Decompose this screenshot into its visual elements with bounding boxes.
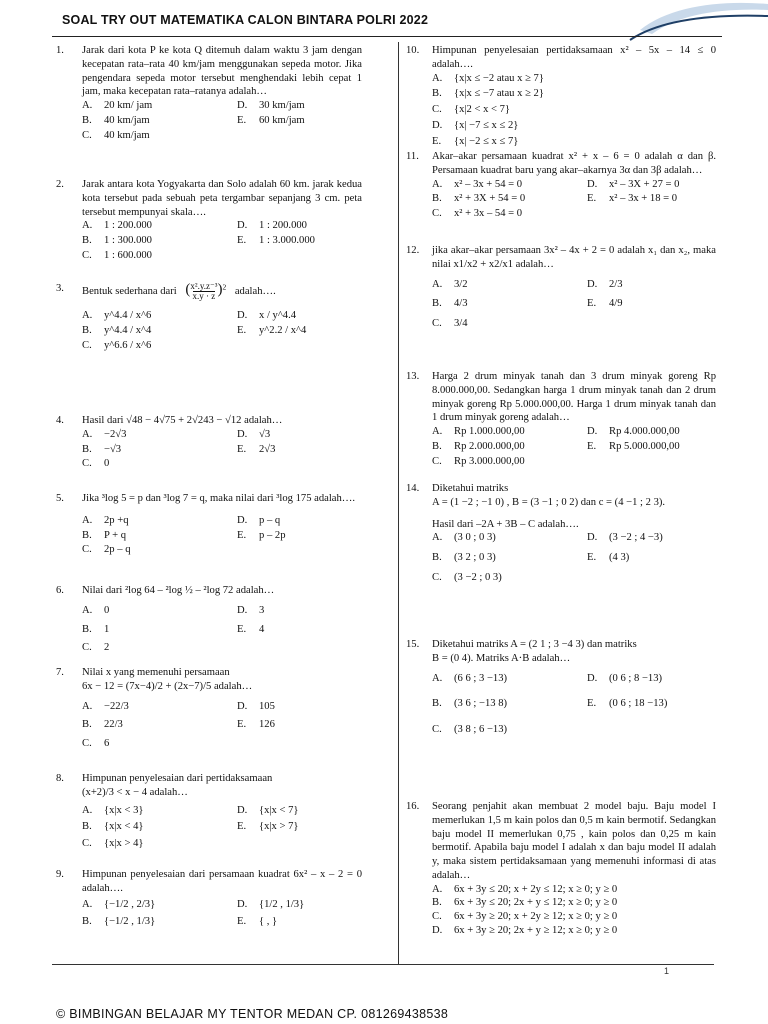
option-c <box>82 339 237 353</box>
option-d <box>237 219 387 233</box>
option-text: 1 : 200.000 <box>259 220 307 232</box>
option-letter: E. <box>237 324 247 336</box>
option-b <box>82 915 237 929</box>
options <box>432 425 716 468</box>
option-text: x² – 3X + 27 = 0 <box>609 178 680 190</box>
option-c <box>432 103 716 117</box>
question-text: Seorang penjahit akan membuat 2 model baju. Baju model I memerlukan 1,5 m kain polos dan 0,5 m kain bermotif. Sedangkan baju model II memerlukan 0,75 , kain polos dan 0,25 m kain bermotif. Apabila baju model I adalah x dan baju model II adalah y, maka sistem pertidaksamaan yang memenuhi informasi di atas adalah… <box>432 801 716 881</box>
footer-contact: © BIMBINGAN BELAJAR MY TENTOR MEDAN CP. 081269438538 <box>56 1007 449 1021</box>
option-text: {x|x < 7} <box>259 804 299 816</box>
option-text: 105 <box>259 700 275 712</box>
option-text: (3 −2 ; 0 3) <box>454 571 502 583</box>
option-letter: D. <box>587 178 598 190</box>
option-c <box>432 317 587 331</box>
option-d <box>237 99 387 113</box>
option-text: 20 km/ jam <box>104 100 153 112</box>
question-equation: A = (2 1 ; 3 −4 3) dan matriks <box>510 639 637 650</box>
option-text: y^4.4 / x^4 <box>104 324 152 336</box>
option-b <box>82 443 237 457</box>
footer-rule <box>52 964 714 965</box>
options <box>432 72 716 149</box>
question-text: Harga 2 drum minyak tanah dan 3 drum minyak goreng Rp 8.000.000,00. Sedangkan harga 1 drum minyak tanah dan 2 drum minyak goreng Rp 5.000.000,00. Harga 1 drum minyak tanah dan 1 drum minyak goreng adalah… <box>432 371 716 424</box>
question-text: jika akar–akar persamaan 3x² – 4x + 2 = 0 adalah x₁ dan x₂, maka nilai x1/x2 + x2/x1 adalah… <box>432 245 716 270</box>
option-text: 0 <box>104 458 110 470</box>
option-letter: B. <box>432 298 442 310</box>
option-letter: C. <box>82 339 92 351</box>
question-4: 4. Hasil dari √48 − 4√75 + 2√243 − √12 adalah… A. −2√3 D. √3 B. −√3 E. 2√3 C. 0 <box>56 414 362 471</box>
option-text: (3 8 ; 6 −13) <box>454 724 508 736</box>
option-letter: B. <box>82 443 92 455</box>
option-letter: C. <box>82 642 92 654</box>
option-d <box>432 119 716 133</box>
options <box>82 804 362 851</box>
options <box>432 178 716 221</box>
option-text: 1 : 200.000 <box>104 220 152 232</box>
option-e <box>587 551 737 565</box>
question-16: 16. Seorang penjahit akan membuat 2 model baju. Baju model I memerlukan 1,5 m kain polos dan 0,5 m kain bermotif. Sedangkan baju model II memerlukan 0,75 , kain polos dan 0,25 m kain bermotif. Apabila baju model I adalah x dan baju model II adalah y, maka sistem pertidaksamaan yang memenuhi informasi di atas adalah… A. 6x + 3y ≤ 20; x + 2y ≤ 12; x ≥ 0; y ≥ 0 B. 6x + 3y ≤ 20; 2x + y ≤ 12; x ≥ 0; y ≥ 0 C. 6x + 3y ≥ 20; x + 2y ≥ 12; x ≥ 0; y ≥ 0 D. 6x + 3y ≥ 20; 2x + y ≥ 12; x ≥ 0; y ≥ 0 <box>406 801 716 936</box>
option-d <box>237 309 387 323</box>
option-text: {−1/2 , 2/3} <box>104 898 156 910</box>
question-15: 15. Diketahui matriks A = (2 1 ; 3 −4 3) dan matriks B = (0 4). Matriks A⋅B adalah… A. (6 6 ; 3 −13) D. (0 6 ; 8 −13) B. (3 6 ; −13 8) E. (0 6 ; 18 −13) C. (3 8 ; 6 −13) <box>406 638 716 737</box>
option-d <box>237 428 387 442</box>
option-letter: C. <box>82 458 92 470</box>
option-a <box>82 700 237 714</box>
option-e <box>237 324 387 338</box>
question-text: Himpunan penyelesaian dari persamaan kuadrat 6x² – x – 2 = 0 adalah…. <box>82 869 362 894</box>
question-text: Jarak antara kota Yogyakarta dan Solo adalah 60 km. jarak kedua kota tersebut pada sebuah peta tergambar sepanjang 3 cm. peta tersebut mempunyai skala…. <box>82 179 362 218</box>
option-letter: A. <box>432 278 443 290</box>
option-text: {x|2 < x < 7} <box>454 104 511 116</box>
option-letter: A. <box>432 178 443 190</box>
option-c <box>432 723 587 737</box>
option-letter: B. <box>82 821 92 833</box>
option-text: 4/3 <box>454 298 468 310</box>
header-decoration <box>600 0 768 44</box>
option-text: √3 <box>259 428 271 440</box>
option-letter: A. <box>82 514 93 526</box>
option-text: 4 <box>259 623 265 635</box>
option-a <box>82 804 237 818</box>
option-text: {−1/2 , 1/3} <box>104 916 156 928</box>
option-b <box>82 718 237 732</box>
column-divider <box>398 42 399 964</box>
options <box>82 604 362 655</box>
option-c <box>432 571 587 585</box>
option-letter: C. <box>82 738 92 750</box>
option-d <box>237 898 387 912</box>
option-b <box>432 551 587 565</box>
option-letter: A. <box>432 72 443 84</box>
option-letter: C. <box>82 838 92 850</box>
option-a <box>82 604 237 618</box>
option-letter: D. <box>237 310 248 321</box>
question-6: 6. Nilai dari ²log 64 – ²log ½ – ²log 72 adalah… A. 0 D. 3 B. 1 E. 4 C. 2 <box>56 584 362 655</box>
option-text: {1/2 , 1/3} <box>259 898 305 910</box>
option-text: 6x + 3y ≤ 20; 2x + y ≤ 12; x ≥ 0; y ≥ 0 <box>454 897 618 909</box>
option-d <box>587 278 737 292</box>
option-text: {x| −7 ≤ x ≤ 2} <box>454 119 519 131</box>
question-equation-2: B = (0 4). Matriks A⋅B adalah… <box>432 652 571 664</box>
question-text: Diketahui matriks <box>432 639 509 650</box>
option-text: p – q <box>259 514 281 526</box>
question-7: 7. Nilai x yang memenuhi persamaan 6x − 12 = (7x−4)/2 + (2x−7)/5 adalah… A. −22/3 D. 105 B. 22/3 E. 126 C. 6 <box>56 666 362 751</box>
option-letter: E. <box>237 623 247 635</box>
option-b <box>82 529 237 543</box>
option-letter: C. <box>82 249 92 261</box>
option-letter: A. <box>82 700 93 712</box>
option-d <box>587 672 737 686</box>
question-12: 12. jika akar–akar persamaan 3x² – 4x + 2 = 0 adalah x₁ dan x₂, maka nilai x1/x2 + x2/x1 adalah… A. 3/2 D. 2/3 B. 4/3 E. 4/9 C. 3/4 <box>406 244 716 331</box>
option-b <box>82 820 237 834</box>
option-text: 3/2 <box>454 278 468 290</box>
option-text: y^4.4 / x^6 <box>104 310 152 321</box>
question-text: Himpunan penyelesaian pertidaksamaan x² – 5x – 14 ≤ 0 adalah…. <box>432 45 716 70</box>
option-letter: B. <box>82 623 92 635</box>
option-e <box>237 114 387 128</box>
question-10: 10. Himpunan penyelesaian pertidaksamaan x² – 5x – 14 ≤ 0 adalah…. A. {x|x ≤ −2 atau x ≥ 7} B. {x|x ≤ −7 atau x ≥ 2} C. {x|2 < x < 7} D. {x| −7 ≤ x ≤ 2} E. {x| −2 ≤ x ≤ 7} <box>406 45 716 147</box>
option-text: 1 : 3.000.000 <box>259 235 315 247</box>
option-text: 2p – q <box>104 544 131 556</box>
option-letter: A. <box>82 310 93 321</box>
option-letter: B. <box>82 719 92 731</box>
option-letter: B. <box>432 193 442 205</box>
option-text: (0 6 ; 8 −13) <box>609 672 663 684</box>
option-text: {x|x ≤ −2 atau x ≥ 7} <box>454 72 544 84</box>
option-c <box>82 249 237 263</box>
option-b <box>432 697 587 711</box>
option-letter: C. <box>432 104 442 116</box>
option-letter: D. <box>237 700 248 712</box>
option-letter: B. <box>82 916 92 928</box>
option-text: p – 2p <box>259 529 286 541</box>
question-8: 8. Himpunan penyelesaian dari pertidaksamaan (x+2)/3 < x − 4 adalah… A. {x|x < 3} D. {x|x < 7} B. {x|x < 4} E. {x|x > 7} C. {x|x > 4} <box>56 772 362 851</box>
option-letter: D. <box>237 898 248 910</box>
option-text: (4 3) <box>609 552 630 564</box>
option-a <box>432 672 587 686</box>
option-e <box>237 234 387 248</box>
option-letter: B. <box>82 324 92 336</box>
option-letter: A. <box>82 898 93 910</box>
option-letter: D. <box>237 428 248 440</box>
option-c <box>432 455 587 469</box>
option-c <box>432 207 587 221</box>
question-text: Nilai x yang memenuhi persamaan <box>82 667 230 678</box>
options <box>432 883 716 938</box>
option-e <box>237 623 387 637</box>
option-letter: A. <box>432 426 443 438</box>
option-text: 1 : 600.000 <box>104 249 152 261</box>
option-text: 6 <box>104 738 110 750</box>
option-letter: A. <box>82 604 93 616</box>
option-letter: D. <box>237 100 248 112</box>
option-d <box>587 425 737 439</box>
option-letter: C. <box>432 318 442 330</box>
question-text: Jarak dari kota P ke kota Q ditemuh dalam waktu 3 jam dengan kecepatan rata–rata 40 km/jam menggunakan sepeda motor. Jika pengendara sepeda motor tersebut menghendaki lebih cepat 1 jam, maka kecepatan rata–ratanya adalah… <box>82 45 362 98</box>
option-text: x² – 3x + 18 = 0 <box>609 193 678 205</box>
page-title: SOAL TRY OUT MATEMATIKA CALON BINTARA POLRI 2022 <box>62 13 429 27</box>
option-letter: E. <box>237 114 247 126</box>
option-e <box>237 820 387 834</box>
option-text: 4/9 <box>609 298 623 310</box>
option-text: −22/3 <box>104 700 129 712</box>
option-c <box>82 457 237 471</box>
option-text: (3 −2 ; 4 −3) <box>609 532 663 544</box>
option-b <box>82 234 237 248</box>
option-letter: D. <box>587 532 598 544</box>
options <box>82 309 362 352</box>
option-e <box>432 135 716 149</box>
option-c <box>432 910 716 924</box>
option-letter: A. <box>432 532 443 544</box>
option-letter: C. <box>432 724 442 736</box>
option-c <box>82 641 237 655</box>
option-letter: A. <box>82 100 93 112</box>
question-text-2: Hasil dari –2A + 3B – C adalah…. <box>432 518 579 530</box>
question-equation: 6x − 12 = (7x−4)/2 + (2x−7)/5 adalah… <box>82 680 253 692</box>
option-text: {x|x < 3} <box>104 804 144 816</box>
option-text: Rp 1.000.000,00 <box>454 426 525 438</box>
option-text: {x| −2 ≤ x ≤ 7} <box>454 135 519 147</box>
option-letter: E. <box>432 135 442 147</box>
option-d <box>237 514 387 528</box>
option-letter: D. <box>237 514 248 526</box>
option-c <box>82 129 237 143</box>
options <box>432 278 716 331</box>
option-a <box>82 898 237 912</box>
option-text: (3 2 ; 0 3) <box>454 552 496 564</box>
option-text: 0 <box>104 604 110 616</box>
option-letter: E. <box>237 719 247 731</box>
options <box>432 672 716 737</box>
question-equation: (x+2)/3 < x − 4 adalah… <box>82 786 188 798</box>
option-letter: B. <box>82 529 92 541</box>
option-letter: A. <box>432 883 443 895</box>
option-e <box>237 443 387 457</box>
option-letter: C. <box>432 208 442 220</box>
options <box>82 700 362 751</box>
question-11: 11. Akar–akar persamaan kuadrat x² + x – 6 = 0 adalah α dan β. Persamaan kuadrat baru yang akar–akarnya 3α dan 3β adalah… A. x² – 3x + 54 = 0 D. x² – 3X + 27 = 0 B. x² + 3X + 54 = 0 E. x² – 3x + 18 = 0 C. x² + 3x – 54 = 0 <box>406 150 716 221</box>
option-e <box>237 718 387 732</box>
option-letter: E. <box>237 529 247 541</box>
question-equation: A = (1 −2 ; −1 0) , B = (3 −1 ; 0 2) dan c = (4 −1 ; 2 3). <box>432 496 666 508</box>
option-text: 6x + 3y ≤ 20; x + 2y ≤ 12; x ≥ 0; y ≥ 0 <box>454 883 618 895</box>
option-text: x / y^4.4 <box>259 310 297 321</box>
option-b <box>432 87 716 101</box>
question-9: 9. Himpunan penyelesaian dari persamaan kuadrat 6x² – x – 2 = 0 adalah…. A. {−1/2 , 2/3} D. {1/2 , 1/3} B. {−1/2 , 1/3} E. { , } <box>56 868 362 929</box>
option-a <box>432 72 716 86</box>
page-number: 1 <box>664 966 670 976</box>
option-a <box>82 309 237 323</box>
option-text: 60 km/jam <box>259 114 305 126</box>
option-d <box>237 604 387 618</box>
option-text: 1 <box>104 623 110 635</box>
option-text: 2p +q <box>104 514 129 526</box>
option-text: (3 0 ; 0 3) <box>454 532 496 544</box>
option-b <box>82 114 237 128</box>
option-b <box>82 324 237 338</box>
option-e <box>587 440 737 454</box>
option-a <box>82 428 237 442</box>
option-d <box>237 804 387 818</box>
option-text: 6x + 3y ≥ 20; x + 2y ≥ 12; x ≥ 0; y ≥ 0 <box>454 911 618 923</box>
option-b <box>82 623 237 637</box>
option-a <box>82 514 237 528</box>
option-text: y^6.6 / x^6 <box>104 339 152 351</box>
option-c <box>82 837 237 851</box>
option-letter: E. <box>237 916 247 928</box>
question-3: 3. Bentuk sederhana dari $(\frac{\text{x².y.z⁻³}}{x.y \cdot z})^2$ adalah…. A. y^4.4 / x^6 D. x / y^4.4 B. y^4.4 / x^4 E. y^2.2 / x^4 C. y^6.6 / x^6 <box>56 282 362 352</box>
options <box>82 219 362 262</box>
option-letter: C. <box>432 455 442 467</box>
option-text: (3 6 ; −13 8) <box>454 698 508 710</box>
option-c <box>82 543 237 557</box>
option-letter: C. <box>432 571 442 583</box>
option-a <box>82 219 237 233</box>
option-d <box>587 178 737 192</box>
option-text: 1 : 300.000 <box>104 235 152 247</box>
option-text: {x|x > 7} <box>259 821 299 833</box>
options <box>432 531 716 584</box>
option-a <box>432 178 587 192</box>
option-text: {x|x < 4} <box>104 821 144 833</box>
option-text: {x|x > 4} <box>104 838 144 850</box>
option-text: 126 <box>259 719 275 731</box>
option-letter: D. <box>587 426 598 438</box>
option-letter: B. <box>432 897 442 909</box>
option-text: x² – 3x + 54 = 0 <box>454 178 523 190</box>
option-text: −√3 <box>104 443 122 455</box>
option-letter: B. <box>432 88 442 100</box>
options <box>82 898 362 930</box>
option-text: x² + 3X + 54 = 0 <box>454 193 526 205</box>
options <box>82 428 362 471</box>
option-letter: E. <box>587 552 597 564</box>
option-text: Rp 2.000.000,00 <box>454 440 525 452</box>
option-b <box>432 192 587 206</box>
options <box>82 99 362 142</box>
option-letter: D. <box>237 804 248 816</box>
option-letter: D. <box>587 278 598 290</box>
option-a <box>432 883 716 897</box>
option-e <box>587 297 737 311</box>
option-letter: A. <box>432 672 443 684</box>
option-b <box>432 440 587 454</box>
option-text: y^2.2 / x^4 <box>259 324 307 336</box>
option-a <box>432 531 587 545</box>
option-text: 2 <box>104 642 110 654</box>
question-text: Jika ³log 5 = p dan ³log 7 = q, maka nilai dari ³log 175 adalah…. <box>82 493 356 504</box>
question-2: 2. Jarak antara kota Yogyakarta dan Solo adalah 60 km. jarak kedua kota tersebut pada sebuah peta tergambar sepanjang 3 cm. peta tersebut mempunyai skala…. A. 1 : 200.000 D. 1 : 200.000 B. 1 : 300.000 E. 1 : 3.000.000 C. 1 : 600.000 <box>56 178 362 263</box>
option-text: 40 km/jam <box>104 129 150 141</box>
option-letter: E. <box>587 298 597 310</box>
question-5: 5. Jika ³log 5 = p dan ³log 7 = q, maka nilai dari ³log 175 adalah…. A. 2p +q D. p – q B. P + q E. p – 2p C. 2p – q <box>56 492 362 557</box>
option-text: −2√3 <box>104 428 127 440</box>
option-letter: D. <box>432 924 443 936</box>
question-text: Nilai dari ²log 64 – ²log ½ – ²log 72 adalah… <box>82 585 275 596</box>
option-text: 40 km/jam <box>104 114 150 126</box>
option-letter: E. <box>237 821 247 833</box>
option-text: Rp 5.000.000,00 <box>609 440 680 452</box>
option-d <box>432 924 716 938</box>
option-letter: B. <box>432 552 442 564</box>
option-text: 6x + 3y ≥ 20; 2x + y ≥ 12; x ≥ 0; y ≥ 0 <box>454 924 618 936</box>
option-letter: E. <box>237 443 247 455</box>
option-text: x² + 3x – 54 = 0 <box>454 208 523 220</box>
option-b <box>432 297 587 311</box>
option-letter: B. <box>82 235 92 247</box>
option-text: { , } <box>259 916 278 928</box>
option-d <box>237 700 387 714</box>
option-letter: E. <box>587 440 597 452</box>
option-text: Rp 4.000.000,00 <box>609 426 680 438</box>
option-letter: D. <box>237 220 248 232</box>
option-text: (6 6 ; 3 −13) <box>454 672 508 684</box>
option-e <box>587 192 737 206</box>
option-letter: C. <box>82 544 92 556</box>
option-letter: C. <box>432 911 442 923</box>
question-text: Diketahui matriks <box>432 483 509 494</box>
option-b <box>432 896 716 910</box>
option-e <box>587 697 737 711</box>
option-letter: A. <box>82 220 93 232</box>
options <box>82 514 362 557</box>
option-e <box>237 915 387 929</box>
question-text: Himpunan penyelesaian dari pertidaksamaan <box>82 773 273 784</box>
question-text: Bentuk sederhana dari <box>82 285 177 297</box>
option-text: 22/3 <box>104 719 123 731</box>
option-text: Rp 3.000.000,00 <box>454 455 525 467</box>
option-letter: C. <box>82 129 92 141</box>
option-letter: D. <box>587 672 598 684</box>
question-13: 13. Harga 2 drum minyak tanah dan 3 drum minyak goreng Rp 8.000.000,00. Sedangkan harga 1 drum minyak tanah dan 2 drum minyak goreng Rp 5.000.000,00. Harga 1 drum minyak tanah dan 1 drum minyak goreng adalah… A. Rp 1.000.000,00 D. Rp 4.000.000,00 B. Rp 2.000.000,00 E. Rp 5.000.000,00 C. Rp 3.000.000,00 <box>406 370 716 468</box>
option-e <box>237 529 387 543</box>
option-text: 3/4 <box>454 318 468 330</box>
option-letter: B. <box>432 440 442 452</box>
question-1: 1. Jarak dari kota P ke kota Q ditemuh dalam waktu 3 jam dengan kecepatan rata–rata 40 km/jam menggunakan sepeda motor. Jika pengendara sepeda motor tersebut menghendaki lebih cepat 1 jam, maka kecepatan rata–ratanya adalah… A. 20 km/ jam D. 30 km/jam B. 40 km/jam E. 60 km/jam C. 40 km/jam <box>56 44 362 142</box>
option-letter: D. <box>237 604 248 616</box>
question-text: Akar–akar persamaan kuadrat x² + x – 6 = 0 adalah α dan β. Persamaan kuadrat baru yang akar–akarnya 3α dan 3β adalah… <box>432 151 716 176</box>
option-a <box>82 99 237 113</box>
option-a <box>432 425 587 439</box>
option-text: 2√3 <box>259 443 276 455</box>
option-text: {x|x ≤ −7 atau x ≥ 2} <box>454 88 544 100</box>
question-14: 14. Diketahui matriks A = (1 −2 ; −1 0) , B = (3 −1 ; 0 2) dan c = (4 −1 ; 2 3). Hasil dari –2A + 3B – C adalah…. A. (3 0 ; 0 3) D. (3 −2 ; 4 −3) B. (3 2 ; 0 3) E. (4 3) C. (3 −2 ; 0 3) <box>406 482 716 585</box>
option-text: 2/3 <box>609 278 623 290</box>
option-letter: E. <box>587 698 597 710</box>
option-text: (0 6 ; 18 −13) <box>609 698 668 710</box>
option-letter: A. <box>82 804 93 816</box>
option-letter: B. <box>432 698 442 710</box>
option-letter: A. <box>82 428 93 440</box>
option-text: P + q <box>104 529 127 541</box>
option-letter: E. <box>237 235 247 247</box>
option-d <box>587 531 737 545</box>
question-text: Hasil dari √48 − 4√75 + 2√243 − √12 adalah… <box>82 415 283 426</box>
option-letter: D. <box>432 119 443 131</box>
option-text: 30 km/jam <box>259 100 305 112</box>
header-rule <box>52 36 722 37</box>
option-letter: E. <box>587 193 597 205</box>
option-a <box>432 278 587 292</box>
option-letter: B. <box>82 114 92 126</box>
option-text: 3 <box>259 604 265 616</box>
option-c <box>82 737 237 751</box>
